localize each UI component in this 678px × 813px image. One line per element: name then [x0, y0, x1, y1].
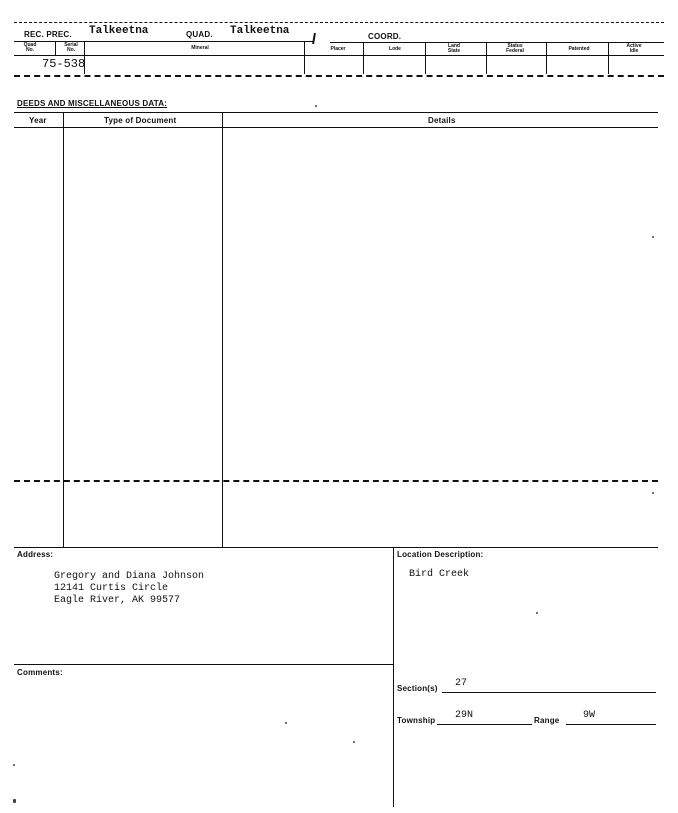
header-line-1 — [14, 41, 314, 42]
header-sep-5 — [425, 42, 426, 74]
scan-speck — [652, 492, 654, 494]
header-sep-6 — [486, 42, 487, 74]
deeds-mid-dash — [14, 480, 658, 482]
scan-speck — [285, 722, 287, 724]
col-patented: Patented — [568, 46, 590, 52]
col-year: Year — [29, 116, 47, 125]
scan-speck — [652, 236, 654, 238]
header-sep-3 — [304, 41, 305, 74]
col-land-state: Land State — [447, 43, 461, 54]
scan-speck — [315, 105, 317, 107]
address-label: Address: — [17, 550, 54, 559]
rec-prec-label: REC. PREC. — [24, 30, 72, 39]
coord-label: COORD. — [368, 32, 402, 41]
location-value: Bird Creek — [409, 569, 470, 580]
deeds-header-line — [14, 127, 658, 128]
header-line-2 — [14, 55, 664, 56]
col-quad-no: Quad No. — [23, 42, 37, 53]
col-placer: Placer — [330, 46, 346, 52]
range-value: 9W — [583, 710, 596, 721]
pen-mark — [312, 33, 316, 44]
scan-speck — [353, 741, 355, 743]
location-label: Location Description: — [397, 550, 484, 559]
scan-speck — [13, 799, 16, 803]
address-bottom-line — [14, 664, 393, 665]
address-line-3: Eagle River, AK 99577 — [54, 595, 181, 606]
quad-number-value: 75-538 — [42, 57, 86, 71]
address-line-1: Gregory and Diana Johnson — [54, 571, 205, 582]
col-type-of-document: Type of Document — [104, 116, 177, 125]
col-lode: Lode — [389, 46, 401, 52]
col-active-idle: Active Idle — [626, 43, 642, 54]
scan-speck — [536, 612, 538, 614]
deeds-top-line — [14, 112, 658, 113]
quad-value: Talkeetna — [230, 25, 290, 37]
col-status-federal: Status Federal — [506, 43, 524, 54]
rec-prec-value: Talkeetna — [89, 25, 149, 37]
deeds-bottom-line — [14, 547, 658, 548]
header-sep-4 — [363, 42, 364, 74]
scan-speck — [13, 764, 15, 766]
col-serial-no: Serial No. — [64, 42, 78, 53]
township-value: 29N — [455, 710, 474, 721]
section-underline — [442, 692, 656, 693]
header-bottom-dash — [14, 75, 664, 77]
top-dash-line — [14, 22, 664, 23]
range-label: Range — [534, 716, 560, 725]
deeds-heading: DEEDS AND MISCELLANEOUS DATA: — [17, 99, 168, 108]
header-sep-8 — [608, 42, 609, 74]
range-underline — [566, 724, 656, 725]
header-sep-7 — [546, 42, 547, 74]
address-line-2: 12141 Curtis Circle — [54, 583, 169, 594]
lower-sep — [393, 547, 394, 807]
section-label: Section(s) — [397, 684, 438, 693]
header-sep-1 — [55, 41, 56, 55]
quad-label: QUAD. — [186, 30, 213, 39]
comments-label: Comments: — [17, 668, 63, 677]
col-mineral: Mineral — [191, 45, 209, 51]
header-line-1b — [330, 42, 664, 43]
section-value: 27 — [455, 678, 468, 689]
col-details: Details — [428, 116, 456, 125]
township-label: Township — [397, 716, 436, 725]
township-underline — [437, 724, 532, 725]
